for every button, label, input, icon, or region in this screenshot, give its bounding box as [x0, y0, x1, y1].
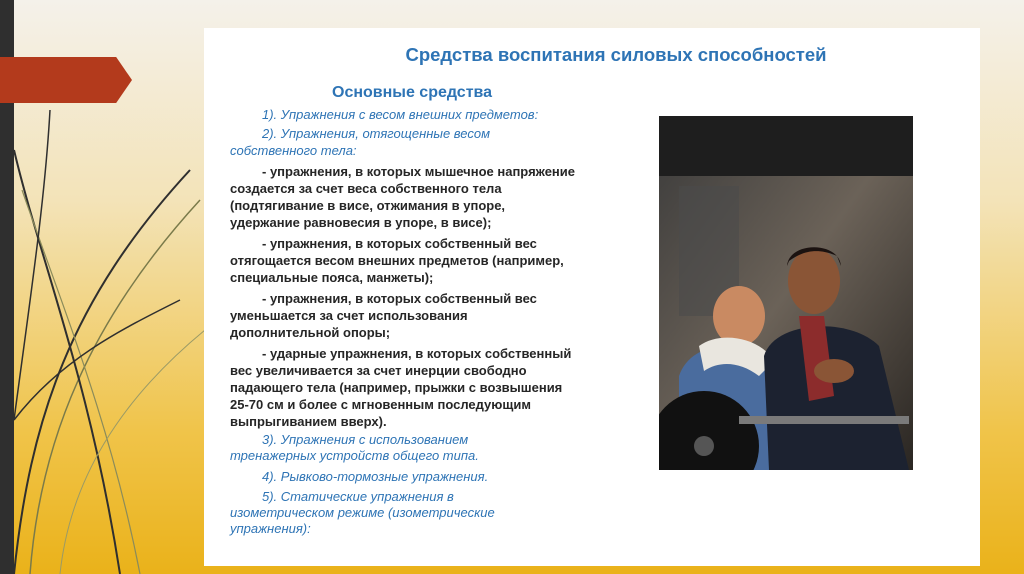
list-line: 2). Упражнения, отягощенные весом	[262, 126, 491, 141]
list-line: собственного тела:	[230, 143, 357, 158]
gym-training-photo	[659, 116, 913, 470]
list-line: упражнения):	[230, 521, 311, 536]
list-line: уменьшается за счет использования	[230, 308, 468, 323]
slide-title: Средства воспитания силовых способностей	[405, 44, 827, 65]
list-line: изометрическом режиме (изометрические	[230, 505, 495, 520]
list-line: 4). Рывково-тормозные упражнения.	[262, 469, 489, 484]
list-line: специальные пояса, манжеты);	[230, 270, 434, 285]
list-line: 5). Статические упражнения в	[262, 489, 454, 504]
list-line: вес увеличивается за счет инерции свободно	[230, 363, 527, 378]
list-line: создается за счет веса собственного тела	[230, 181, 502, 196]
list-line: 25-70 см и более с мгновенным последующим	[230, 397, 531, 412]
slide-content-card	[204, 28, 980, 566]
list-line: - упражнения, в которых собственный вес	[262, 291, 537, 306]
list-line: - упражнения, в которых мышечное напряжение	[262, 164, 576, 179]
list-line: 1). Упражнения с весом внешних предметов:	[262, 107, 539, 122]
decorative-swirl-lines	[0, 0, 210, 574]
list-line: удержание равновесия в упоре, в висе);	[230, 215, 492, 230]
list-line: - ударные упражнения, в которых собственный	[262, 346, 572, 361]
list-line: (подтягивание в висе, отжимания в упоре,	[230, 198, 506, 213]
list-line: выпрыгиванием вверх).	[230, 414, 387, 429]
list-line: - упражнения, в которых собственный вес	[262, 236, 537, 251]
list-line: отягощается весом внешних предметов (например,	[230, 253, 564, 268]
list-line: 3). Упражнения с использованием	[262, 432, 469, 447]
list-line: падающего тела (например, прыжки с возвышения	[230, 380, 563, 395]
list-line: тренажерных устройств общего типа.	[230, 448, 479, 463]
list-line: дополнительной опоры;	[230, 325, 391, 340]
slide-subtitle: Основные средства	[332, 84, 493, 101]
